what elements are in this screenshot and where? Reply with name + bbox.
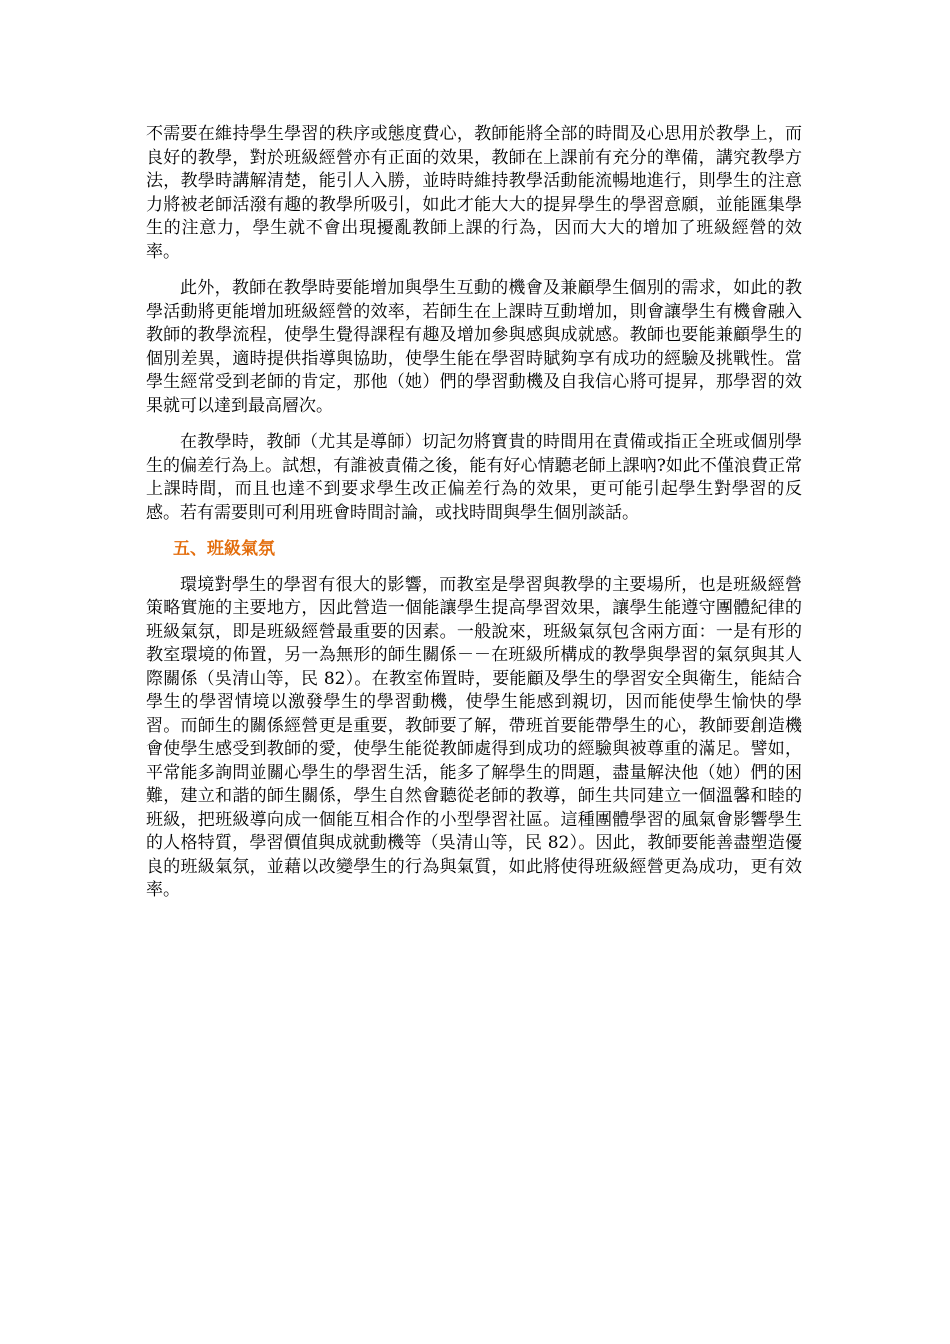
paragraph-class-atmosphere: 環境對學生的學習有很大的影響，而教室是學習與教學的主要場所，也是班級經營策略實施的主要地方，因此營造一個能讓學生提高學習效果，讓學生能遵守團體紀律的班級氣氛，即是班級經營最重要的因素。一般說來，班級氣氛包含兩方面：一是有形的教室環境的佈置，另一為無形的師生關係－－在班級所構成的教學與學習的氣氛與其人際關係（吳清山等，民 82）。在教室佈置時，要能顧及學生的學習安全與衛生，能結合學生的學習情境以激發學生的學習動機，使學生能感到親切，因而能使學生愉快的學習。而師生的關係經營更是重要，教師要了解，帶班首要能帶學生的心，教師要創造機會使學生感受到教師的愛，使學生能從教師處得到成功的經驗與被尊重的滿足。譬如，平常能多詢問並關心學生的學習生活，能多了解學生的問題，盡量解決他（她）們的困難，建立和諧的師生關係，學生自然會聽從老師的教導，師生共同建立一個溫馨和睦的班級，把班級導向成一個能互相合作的小型學習社區。這種團體學習的風氣會影響學生的人格特質，學習價值與成就動機等（吳清山等，民 82）。因此，教師要能善盡塑造優良的班級氣氛，並藉以改變學生的行為與氣質，如此將使得班級經營更為成功，更有效率。 — [146, 574, 802, 900]
paragraph-no-scolding: 在教學時，教師（尤其是導師）切記勿將寶貴的時間用在責備或指正全班或個別學生的偏差行為上。試想，有誰被責備之後，能有好心情聽老師上課吶?如此不僅浪費正常上課時間，而且也達不到要求學生改正偏差行為的效果，更可能引起學生對學習的反感。若有需要則可利用班會時間討論，或找時間與學生個別談話。 — [146, 432, 802, 523]
paragraph-continuation: 不需要在維持學生學習的秩序或態度費心，教師能將全部的時間及心思用於教學上，而良好的教學，對於班級經營亦有正面的效果，教師在上課前有充分的準備，講究教學方法，教學時講解清楚，能引人入勝，並時時維持教學活動能流暢地進行，則學生的注意力將被老師活潑有趣的教學所吸引，如此才能大大的提昇學生的學習意願，並能匯集學生的注意力，學生就不會出現擾亂教師上課的行為，因而大大的增加了班級經營的效率。 — [146, 124, 802, 262]
paragraph-interaction: 此外，教師在教學時要能增加與學生互動的機會及兼顧學生個別的需求，如此的教學活動將更能增加班級經營的效率，若師生在上課時互動增加，則會讓學生有機會融入教師的教學流程，使學生覺得課程有趣及增加參與感與成就感。教師也要能兼顧學生的個別差異，適時提供指導與協助，使學生能在學習時賦夠享有成功的經驗及挑戰性。當學生經常受到老師的肯定，那他（她）們的學習動機及自我信心將可提昇，那學習的效果就可以達到最高層次。 — [146, 278, 802, 416]
document-page — [146, 123, 802, 916]
section-heading: 五、班級氣氛 — [173, 539, 275, 559]
